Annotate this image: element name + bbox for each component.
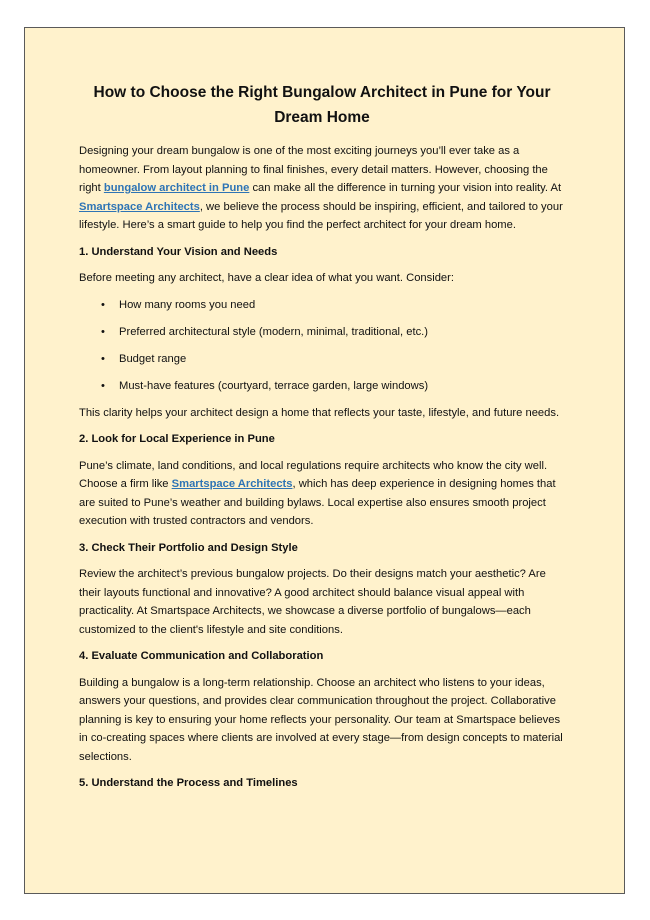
considerations-list <box>79 296 565 396</box>
intro-text-2: can make all the difference in turning your vision into reality. At <box>249 182 562 194</box>
intro-text-3: , we believe the process should be inspiring, efficient, and tailored to your lifestyle. Here’s a smart guide to help you find the perfect architect for your dream home. <box>79 200 563 231</box>
section-1-closing: This clarity helps your architect design a home that reflects your taste, lifestyle, and future needs. <box>79 406 560 419</box>
bullet-icon: • <box>101 298 105 311</box>
section-3-body: Review the architect’s previous bungalow projects. Do their designs match your aesthetic? Are their layouts functional and innovative? A good architect should balance visual appeal with practicality. At Smartspace Architects, we showcase a diverse portfolio of bungalows—each customized to the client's lifestyle and site conditions. <box>79 568 546 636</box>
section-5-heading: 5. Understand the Process and Timelines <box>79 777 298 789</box>
section-2-text-1: Pune’s climate, land conditions, and local regulations require architects who know the city well. Choose a firm like <box>79 459 548 490</box>
list-item-text: Must-have features (courtyard, terrace garden, large windows) <box>119 379 429 392</box>
list-item-text: How many rooms you need <box>119 298 256 311</box>
document-page <box>24 27 625 894</box>
list-item <box>79 350 565 369</box>
section-2-text-2: , which has deep experience in designing homes that are suited to Pune’s weather and building bylaws. Local expertise also ensures smooth project execution with trusted contractors and vendors. <box>79 478 556 527</box>
list-item <box>79 296 565 315</box>
section-4-body: Building a bungalow is a long-term relationship. Choose an architect who listens to your ideas, answers your questions, and provides clear communication throughout the project. Collaborative planning is key to ensuring your home reflects your personality. Our team at Smartspace believes in co-creating spaces where clients are involved at every stage—from design concepts to material selections. <box>79 676 563 763</box>
smartspace-link-section-2[interactable]: Smartspace Architects <box>171 478 293 490</box>
intro-text-1: Designing your dream bungalow is one of the most exciting journeys you’ll ever take as a homeowner. From layout planning to final finishes, every detail matters. However, choosing the right <box>79 145 548 194</box>
section-2-body <box>79 457 565 531</box>
section-1-heading: 1. Understand Your Vision and Needs <box>79 245 278 258</box>
section-1-lead: Before meeting any architect, have a clear idea of what you want. Consider: <box>79 272 454 284</box>
list-item-text: Preferred architectural style (modern, minimal, traditional, etc.) <box>119 325 429 338</box>
section-4-heading: 4. Evaluate Communication and Collaboration <box>79 650 324 662</box>
intro-paragraph <box>79 142 565 235</box>
bullet-icon: • <box>101 325 105 338</box>
document-content <box>79 80 565 801</box>
bullet-icon: • <box>101 352 105 365</box>
list-item-text: Budget range <box>119 352 187 365</box>
bungalow-architect-link[interactable]: bungalow architect in Pune <box>103 182 250 194</box>
list-item <box>79 377 565 396</box>
list-item <box>79 323 565 342</box>
smartspace-link-intro[interactable]: Smartspace Architects <box>79 200 200 213</box>
page-title: How to Choose the Right Bungalow Architect in Pune for Your Dream Home <box>93 84 551 126</box>
bullet-icon: • <box>101 379 105 392</box>
section-3-heading: 3. Check Their Portfolio and Design Style <box>79 541 298 554</box>
section-2-heading: 2. Look for Local Experience in Pune <box>79 433 275 445</box>
